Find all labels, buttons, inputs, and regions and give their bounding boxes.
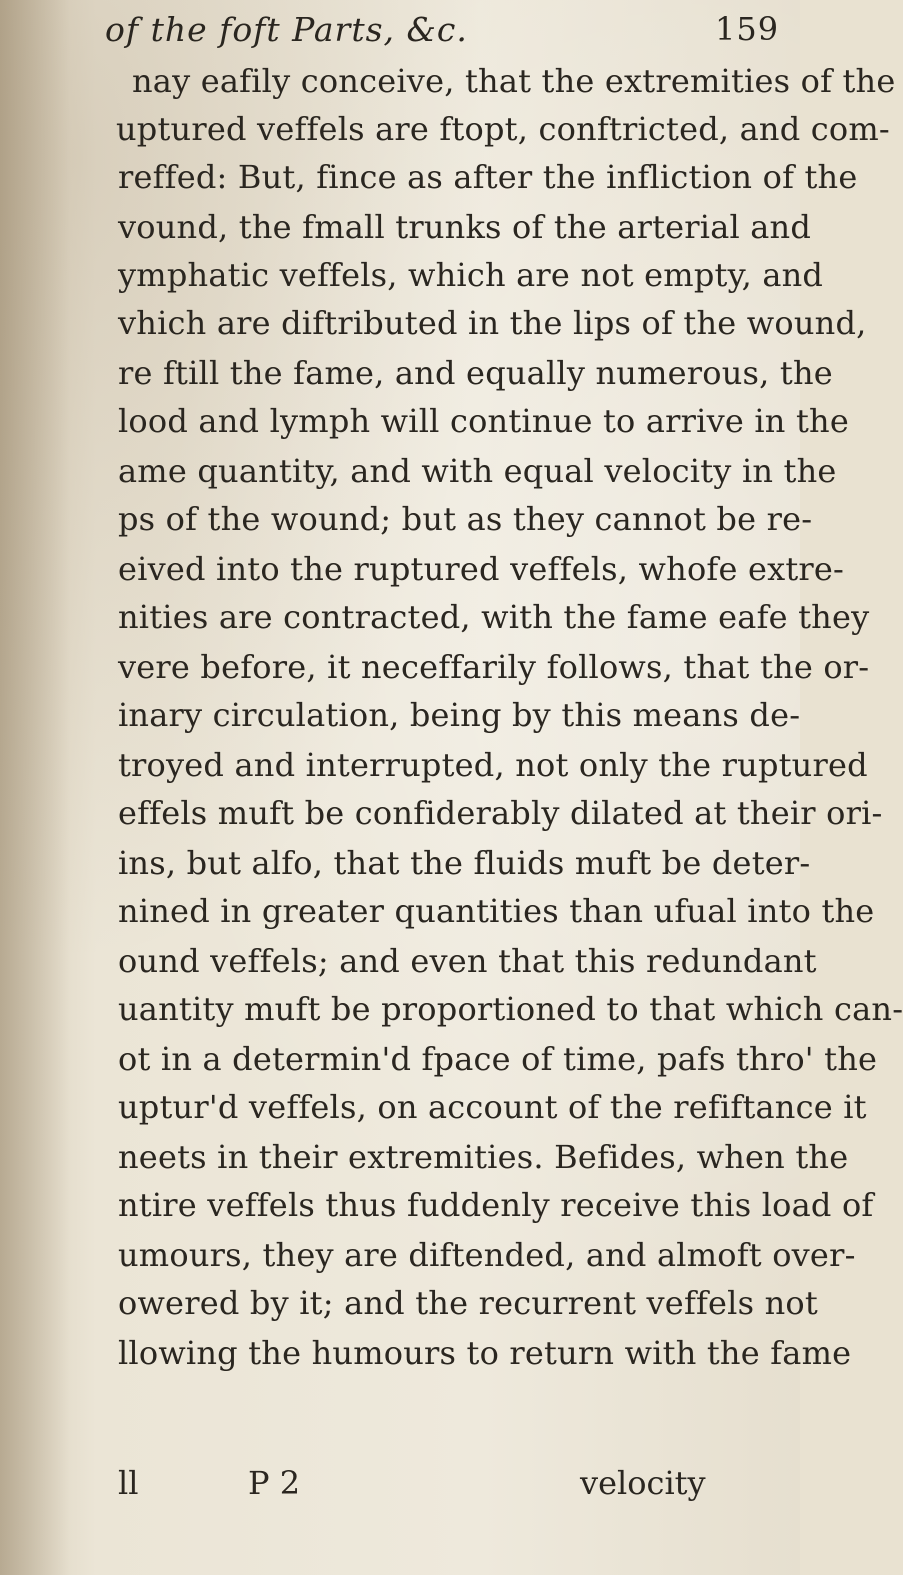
text-line: vere before, it neceffarily follows, that the or-: [118, 648, 870, 686]
text-line: effels muft be confiderably dilated at their ori-: [118, 794, 883, 832]
text-line: ins, but alfo, that the fluids muft be deter-: [118, 844, 811, 882]
text-line: uptur'd veffels, on account of the refiftance it: [118, 1088, 867, 1126]
text-line: inary circulation, being by this means de-: [118, 696, 801, 734]
text-line: ound veffels; and even that this redundant: [118, 942, 817, 980]
signature-mark: P 2: [248, 1464, 301, 1502]
text-line: uantity muft be proportioned to that which can-: [118, 990, 903, 1028]
text-line: ntire veffels thus fuddenly receive this load of: [118, 1186, 874, 1224]
text-line: ymphatic veffels, which are not empty, and: [118, 256, 824, 294]
text-line: neets in their extremities. Befides, when the: [118, 1138, 849, 1176]
text-line: vound, the fmall trunks of the arterial and: [118, 208, 812, 246]
text-line: ame quantity, and with equal velocity in the: [118, 452, 837, 490]
running-header: [105, 10, 785, 60]
text-line: owered by it; and the recurrent veffels not: [118, 1284, 818, 1322]
text-line: nay eafily conceive, that the extremities of the: [132, 62, 896, 100]
text-line: eived into the ruptured veffels, whofe extre-: [118, 550, 845, 588]
footer-mark: ll: [118, 1464, 139, 1502]
text-line: umours, they are diftended, and almoft over-: [118, 1236, 856, 1274]
text-line: re ftill the fame, and equally numerous, the: [118, 354, 833, 392]
text-line: vhich are diftributed in the lips of the wound,: [118, 304, 867, 342]
text-line: nined in greater quantities than ufual into the: [118, 892, 875, 930]
text-line: ps of the wound; but as they cannot be re-: [118, 500, 813, 538]
catchword: velocity: [580, 1464, 706, 1502]
text-line: reffed: But, fince as after the infliction of the: [118, 158, 858, 196]
footer-line: [0, 1458, 800, 1508]
page-number: 159: [715, 10, 780, 48]
text-line: ot in a determin'd fpace of time, pafs thro' the: [118, 1040, 878, 1078]
text-line: nities are contracted, with the fame eafe they: [118, 598, 870, 636]
text-line: llowing the humours to return with the fame: [118, 1334, 852, 1372]
running-title: of the foft Parts, &c.: [105, 10, 468, 49]
text-line: uptured veffels are ftopt, conftricted, and com-: [116, 110, 890, 148]
text-line: troyed and interrupted, not only the ruptured: [118, 746, 868, 784]
text-line: lood and lymph will continue to arrive in the: [118, 402, 849, 440]
gutter-shadow: [0, 0, 70, 1575]
